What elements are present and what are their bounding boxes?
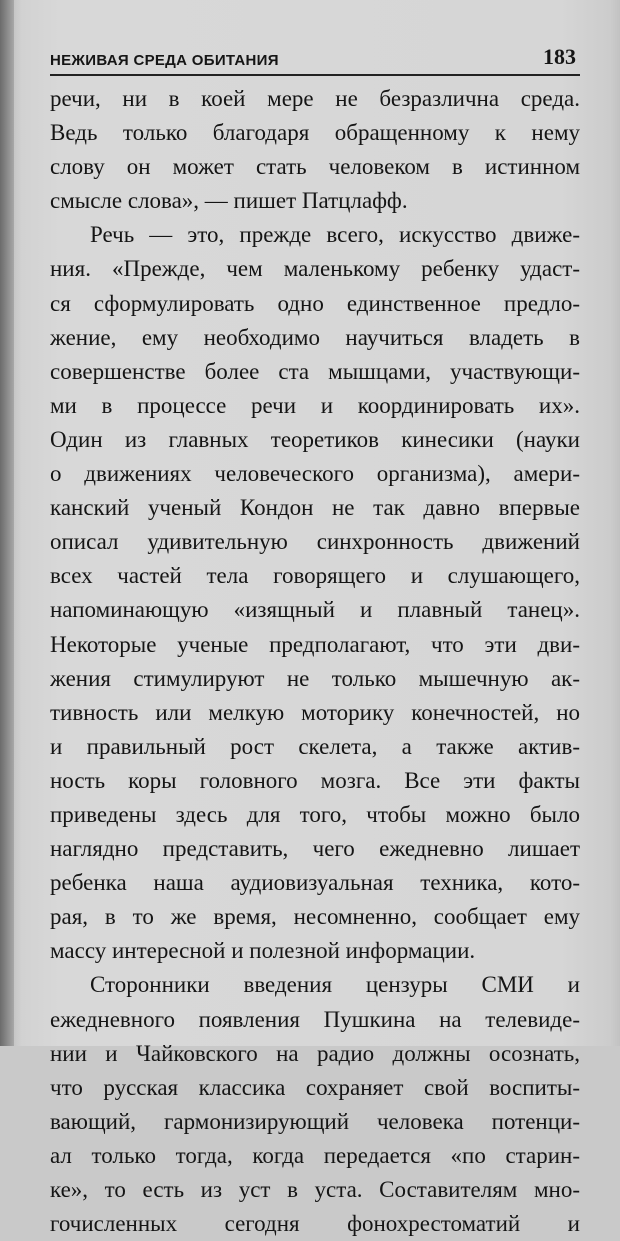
text-line: жения стимулируют не только мышечную ак- — [50, 665, 580, 691]
text-line: и правильный рост скелета, а также актив- — [50, 733, 580, 759]
text-line: описал удивительную синхронность движений — [50, 529, 580, 555]
text-line: приведены здесь для того, чтобы можно было — [50, 801, 580, 827]
header-rule — [50, 74, 580, 76]
text-line: ке», то есть из уст в уста. Составителям мно- — [50, 1177, 580, 1202]
text-line: ся сформулировать одно единственное предло- — [50, 290, 580, 316]
page-number: 183 — [543, 44, 576, 69]
text-line: ния. «Прежде, чем маленькому ребенку удаст- — [50, 256, 580, 282]
text-line: нии и Чайковского на радио должны осознать, — [50, 1040, 580, 1066]
text-line: Ведь только благодаря обращенному к нему — [50, 120, 580, 146]
text-line: гочисленных сегодня фонохрестоматий и — [50, 1211, 580, 1237]
text-line: совершенстве более ста мышцами, участвующи- — [50, 358, 580, 384]
text-line: Один из главных теоретиков кинесики (науки — [50, 426, 580, 452]
text-line: ми в процессе речи и координировать их». — [50, 392, 580, 418]
text-line: напоминающую «изящный и плавный танец». — [50, 597, 580, 623]
text-line: ность коры головного мозга. Все эти факты — [50, 767, 580, 793]
text-line: смысле слова», — пишет Патцлафф. — [50, 188, 408, 214]
text-line: всех частей тела говорящего и слушающего, — [50, 563, 580, 589]
text-line: жение, ему необходимо научиться владеть в — [50, 324, 580, 350]
text-line: тивность или мелкую моторику конечностей, но — [50, 699, 580, 725]
text-line: канский ученый Кондон не так давно впервые — [50, 495, 580, 521]
text-line: ребенка наша аудиовизуальная техника, кото- — [50, 870, 580, 896]
text-line: вающий, гармонизирующий человека потенци- — [50, 1108, 580, 1134]
text-line: слову он может стать человеком в истинном — [50, 154, 580, 180]
text-line: ежедневного появления Пушкина на телевиде- — [50, 1006, 580, 1032]
text-line: Сторонники введения цензуры СМИ и — [90, 972, 580, 998]
page-header — [50, 44, 578, 72]
text-line: Некоторые ученые предполагают, что эти дви- — [50, 631, 580, 657]
text-line: ал только тогда, когда передается «по старин- — [50, 1142, 580, 1168]
running-title: НЕЖИВАЯ СРЕДА ОБИТАНИЯ — [50, 52, 279, 69]
text-line: что русская классика сохраняет свой воспиты- — [50, 1074, 580, 1100]
text-line: Речь — это, прежде всего, искусство движе- — [90, 222, 580, 248]
text-line: рая, в то же время, несомненно, сообщает ему — [50, 904, 580, 930]
body-text — [50, 82, 580, 1241]
text-line: о движениях человеческого организма), амери- — [50, 461, 580, 487]
text-line: речи, ни в коей мере не безразлична среда. — [50, 86, 580, 111]
book-spine-shadow — [0, 0, 14, 1046]
text-line: массу интересной и полезной информации. — [50, 938, 476, 964]
text-line: наглядно представить, чего ежедневно лишает — [50, 836, 580, 862]
